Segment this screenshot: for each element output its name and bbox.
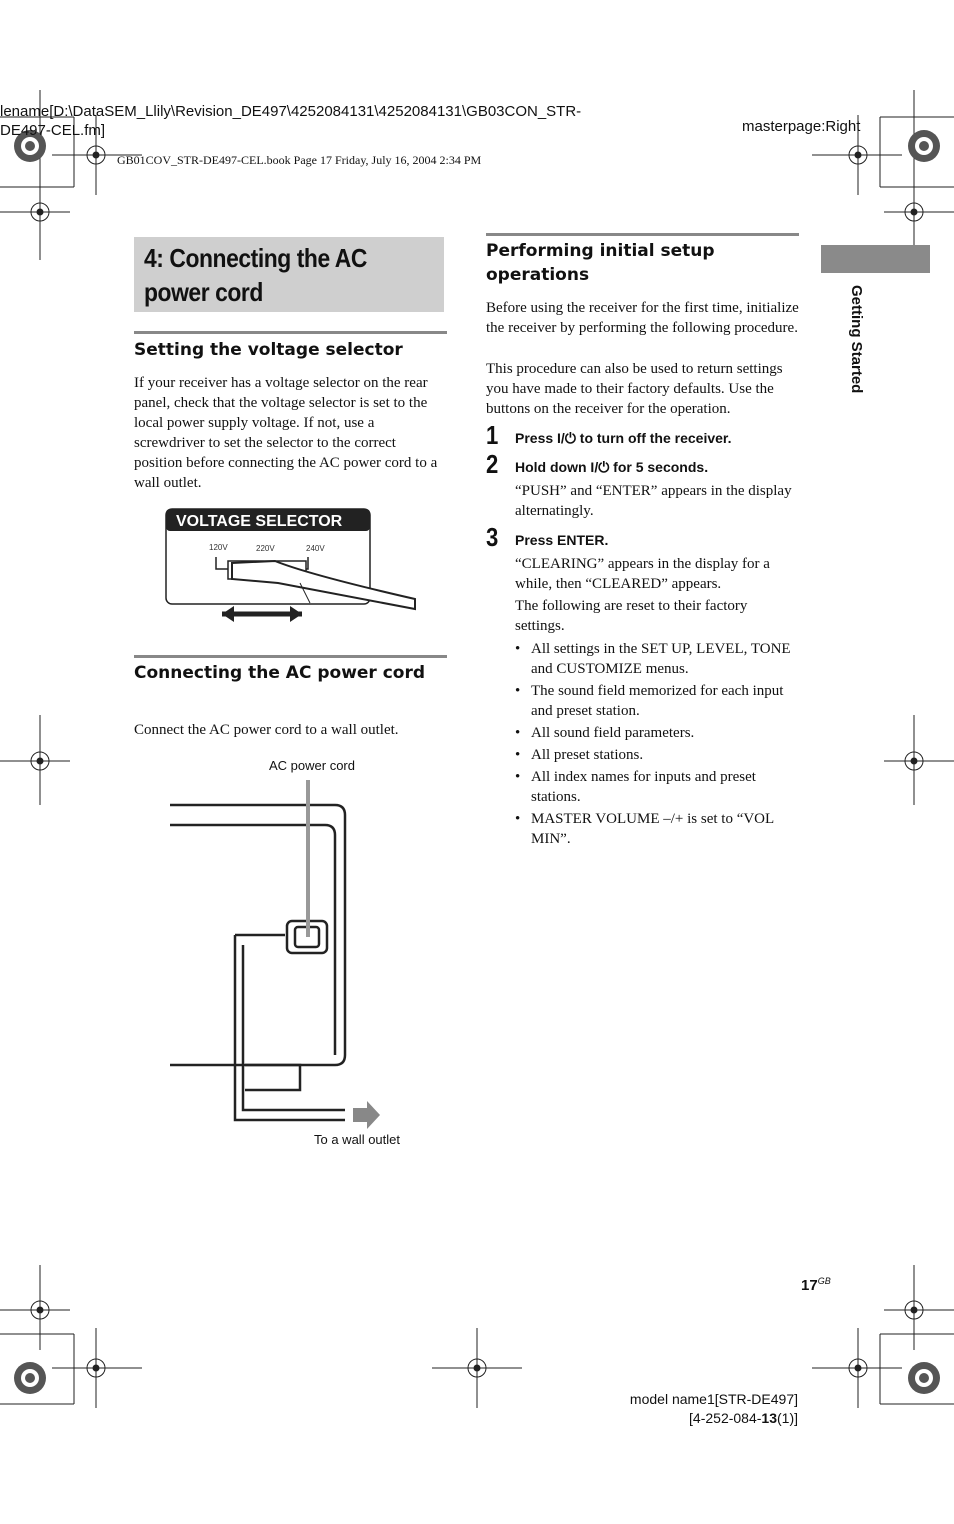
list-item: • All preset stations. (515, 745, 800, 765)
header-filename (0, 102, 620, 140)
wall-outlet-label: To a wall outlet (314, 1132, 400, 1147)
voltage-heading: Setting the voltage selector (134, 340, 403, 360)
section-title: 4: Connecting the AC power cord (144, 243, 367, 307)
voltage-selector-figure (160, 505, 430, 630)
header-filename-line2: DE497-CEL.fm] (0, 122, 106, 139)
voltage-figure-title: VOLTAGE SELECTOR (176, 513, 343, 530)
page-number-value: 17 (801, 1277, 818, 1294)
footer-code (560, 1409, 798, 1428)
voltage-option-120: 120V (209, 543, 228, 552)
footer-code-post: (1)] (777, 1410, 798, 1426)
list-item: • All index names for inputs and preset stations. (515, 767, 800, 807)
ac-body: Connect the AC power cord to a wall outlet. (134, 722, 399, 738)
reset-intro: The following are reset to their factory settings. (515, 598, 748, 634)
step-2-text: “PUSH” and “ENTER” appears in the display alternatingly. (515, 483, 792, 519)
section-title-box (134, 237, 444, 312)
step-1-heading: Press I/⏻ to turn off the receiver. (515, 430, 732, 446)
step-3-text: “CLEARING” appears in the display for a while, then “CLEARED” appears. (515, 556, 770, 592)
footer-model: model name1[STR-DE497] (629, 1391, 798, 1407)
header-masterpage: masterpage:Right (742, 118, 861, 135)
setup-heading: Performing initial setup operations (486, 241, 715, 285)
step-3-heading: Press ENTER. (515, 532, 609, 548)
page-number (801, 1276, 831, 1294)
reset-list (515, 639, 800, 851)
side-label: Getting Started (848, 285, 865, 394)
header-filename-line1: lename[D:\DataSEM_Llily\Revision_DE497\4252084131\4252084131\GB03CON_STR- (0, 103, 582, 120)
voltage-body: If your receiver has a voltage selector on the rear panel, check that the voltage selector is set to the local power supply voltage. If not, use a screwdriver to set the selector to the correct position before connecting the AC power cord to a wall outlet. (134, 375, 438, 491)
list-item: • The sound field memorized for each input and preset station. (515, 681, 800, 721)
setup-heading-rule (486, 233, 799, 236)
ac-cord-label: AC power cord (269, 758, 355, 773)
voltage-option-220: 220V (256, 544, 275, 553)
voltage-heading-rule (134, 331, 447, 334)
ac-heading-rule (134, 655, 447, 658)
footer-code-pre: [4-252-084- (689, 1410, 762, 1426)
page-number-suffix: GB (817, 1276, 831, 1286)
list-item: • All settings in the SET UP, LEVEL, TONE and CUSTOMIZE menus. (515, 639, 800, 679)
setup-intro: Before using the receiver for the first time, initialize the receiver by performing the following procedure. (486, 300, 799, 336)
setup-intro-2: This procedure can also be used to return settings you have made to their factory defaults. Use the buttons on the receiver for the operation. (486, 361, 783, 417)
step-1-number: 1 (486, 420, 499, 450)
step-2-number: 2 (486, 449, 499, 479)
ac-cord-figure (165, 755, 425, 1155)
side-tab (821, 245, 930, 273)
step-3-number: 3 (486, 522, 499, 552)
footer-model-info (560, 1390, 798, 1428)
step-2-heading: Hold down I/⏻ for 5 seconds. (515, 459, 709, 475)
footer-code-bold: 13 (761, 1410, 777, 1426)
header-book-info: GB01COV_STR-DE497-CEL.book Page 17 Friday, July 16, 2004 2:34 PM (117, 153, 482, 167)
list-item: • All sound field parameters. (515, 723, 800, 743)
list-item: • MASTER VOLUME –/+ is set to “VOL MIN”. (515, 809, 800, 849)
voltage-option-240: 240V (306, 544, 325, 553)
ac-heading: Connecting the AC power cord (134, 663, 426, 683)
